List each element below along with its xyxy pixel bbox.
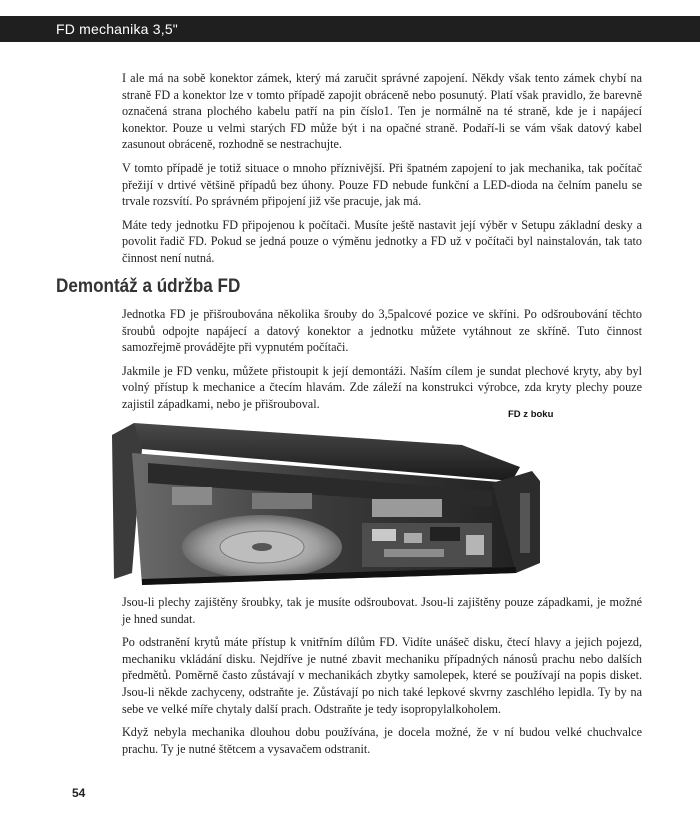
- floppy-drive-photo: [112, 423, 540, 585]
- paragraph: Máte tedy jednotku FD připojenou k počítači. Musíte ještě nastavit její výběr v Setupu základní desky a povolit řadič FD. Pokud se jedná pouze o výměnu jednotky a FD už v počítači byl nainstalován, tak tato činnost není nutná.: [122, 217, 642, 265]
- paragraph: Jakmile je FD venku, můžete přistoupit k její demontáži. Naším cílem je sundat plechové kryty, aby byl volný přístup k mechanice a čtecím hlavám. Zde záleží na konstrukci výrobce, zda kryty plechy pouze zajistil západkami, nebo je přišrouboval.: [122, 363, 642, 411]
- paragraph: V tomto případě je totiž situace o mnoho příznivější. Při špatném zapojení to jak mechanika, tak počítač přežijí v drtivé většině případů bez úhony. Pouze FD nebude funkční a LED-dioda na čelním panelu se trvale rozsvítí. Po správném připojení již vše pracuje, jak má.: [122, 160, 642, 209]
- paragraph: Po odstranění krytů máte přístup k vnitřním dílům FD. Vidíte unášeč disku, čtecí hlavy a jejich pojezd, mechaniku vkládání disku. Nejdříve je nutné zbavit mechaniku případných nánosů prachu nebo dalších předmětů. Poměrně často zůstávají v mechanikách zbytky samolepek, které se používají na popis disket. Jsou-li někde zachyceny, odstraňte je. Zůstávají po nich také lepkové skvrny zaschlého lepidla. Ty by na sebe ve velké míře chytaly další prach. Odstraňte je tedy isopropylalkoholem.: [122, 635, 642, 716]
- paragraph: I ale má na sobě konektor zámek, který má zaručit správné zapojení. Někdy však tento zámek chybí na straně FD a konektor lze v tomto případě zapojit obráceně nebo posunutý. Platí však pravidlo, že barevně označená strana plochého kabelu patří na pin číslo1. Ten je normálně na té straně, kde je i napájecí konektor. Pouze u velmi starých FD může být i na opačné straně. Podaří-li se vám však datový kabel zasunout obráceně, rozhodně se nestrachujte.: [122, 71, 642, 152]
- figure-caption: FD z boku: [508, 409, 554, 420]
- section-text-block: [122, 306, 642, 420]
- section-heading: Demontáž a údržba FD: [56, 276, 241, 297]
- running-header: FD mechanika 3,5": [0, 16, 700, 42]
- paragraph: Jednotka FD je přišroubována několika šrouby do 3,5palcové pozice ve skříni. Po odšroubování těchto šroubů odpojte napájecí a datový konektor a jednotku můžete vytáhnout ze skříně. Tuto činnost samozřejmě provádějte při vypnutém počítači.: [122, 307, 642, 355]
- bottom-text-block: [122, 594, 642, 764]
- paragraph: Jsou-li plechy zajištěny šroubky, tak je musíte odšroubovat. Jsou-li zajištěny pouze západkami, je možné je hned sundat.: [122, 595, 642, 626]
- page-number: 54: [72, 786, 86, 800]
- paragraph: Když nebyla mechanika dlouhou dobu používána, je docela možné, že v ní budou velké chuchvalce prachu. Ty je nutné štětcem a vysavačem odstranit.: [122, 725, 642, 756]
- top-text-block: [122, 70, 642, 274]
